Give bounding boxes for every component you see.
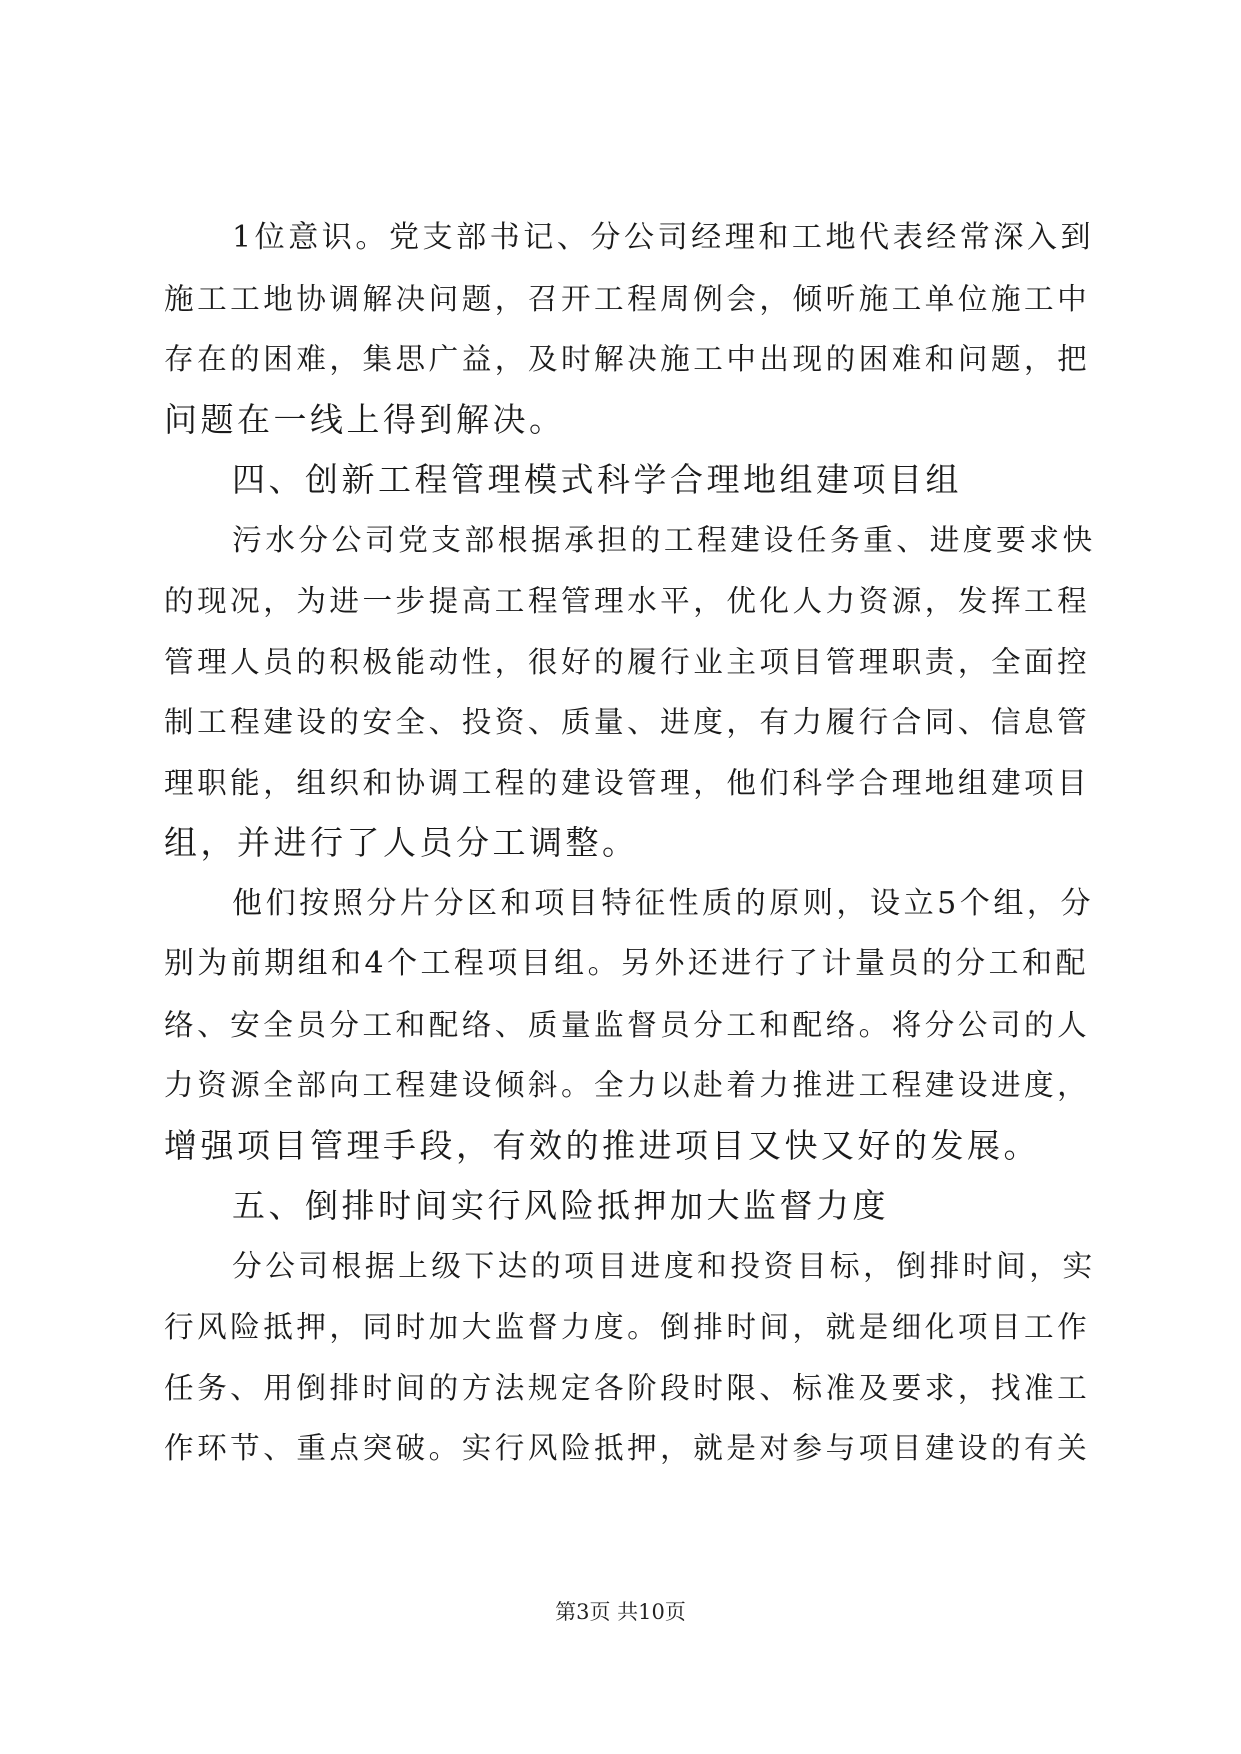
text-line: 别为前期组和4个工程项目组。另外还进行了计量员的分工和配 <box>164 946 1089 981</box>
text-line: 问题在一线上得到解决。 <box>164 399 566 439</box>
text-line: 四、创新工程管理模式科学合理地组建项目组 <box>232 460 962 499</box>
text-line: 理职能，组织和协调工程的建设管理，他们科学合理地组建项目 <box>164 765 1091 800</box>
document-body <box>164 208 1096 1479</box>
text-line: 1位意识。党支部书记、分公司经理和工地代表经常深入到 <box>232 220 1095 255</box>
text-line: 增强项目管理手段，有效的推进项目又快又好的发展。 <box>164 1125 1040 1165</box>
text-line: 的现况，为进一步提高工程管理水平，优化人力资源，发挥工程 <box>164 584 1091 618</box>
text-line: 他们按照分片分区和项目特征性质的原则，设立5个组，分 <box>232 885 1095 921</box>
text-line: 络、安全员分工和配络、质量监督员分工和配络。将分公司的人 <box>164 1007 1091 1042</box>
text-line: 施工工地协调解决问题，召开工程周例会，倾听施工单位施工中 <box>164 281 1091 316</box>
text-line: 五、倒排时间实行风险抵押加大监督力度 <box>232 1186 889 1225</box>
text-line: 管理人员的积极能动性，很好的履行业主项目管理职责，全面控 <box>164 644 1091 679</box>
text-line: 分公司根据上级下达的项目进度和投资目标，倒排时间，实 <box>232 1248 1096 1284</box>
text-line: 存在的困难，集思广益，及时解决施工中出现的困难和问题，把 <box>164 342 1091 376</box>
text-line: 污水分公司党支部根据承担的工程建设任务重、进度要求快 <box>232 522 1096 558</box>
text-line: 任务、用倒排时间的方法规定各阶段时限、标准及要求，找准工 <box>164 1370 1091 1405</box>
page-footer: 第3页 共10页 <box>555 1600 686 1624</box>
text-line: 组，并进行了人员分工调整。 <box>164 823 639 862</box>
text-line: 行风险抵押，同时加大监督力度。倒排时间，就是细化项目工作 <box>164 1310 1091 1344</box>
text-line: 制工程建设的安全、投资、质量、进度，有力履行合同、信息管 <box>164 705 1091 739</box>
text-line: 力资源全部向工程建设倾斜。全力以赴着力推进工程建设进度， <box>164 1068 1091 1102</box>
text-line: 作环节、重点突破。实行风险抵押，就是对参与项目建设的有关 <box>164 1431 1091 1465</box>
